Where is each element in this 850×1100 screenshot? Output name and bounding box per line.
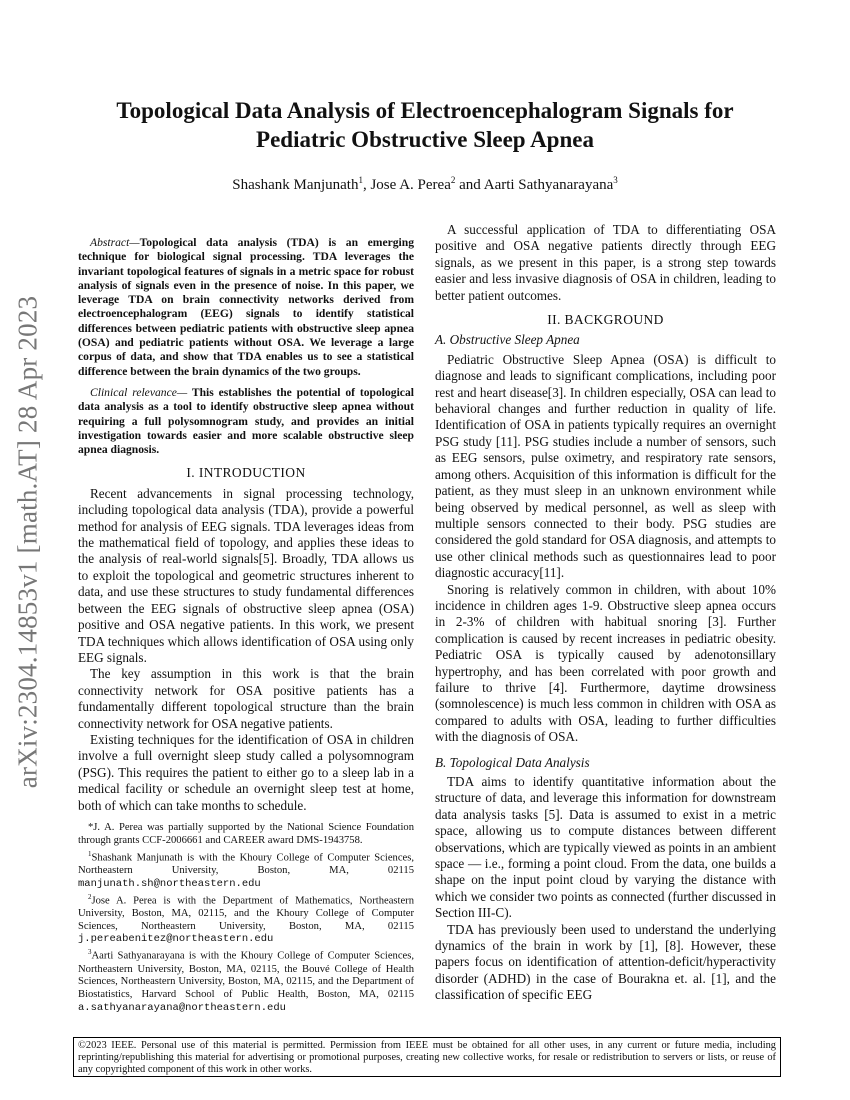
section-heading-introduction: I. INTRODUCTION xyxy=(186,465,306,481)
left-column xyxy=(78,236,414,1015)
email-link[interactable]: manjunath.sh@northeastern.edu xyxy=(78,877,261,890)
author-3: Aarti Sathyanarayana xyxy=(483,177,614,193)
abstract-text: Topological data analysis (TDA) is an emerging technique for biological signal processing. TDA leverages the invariant topological features of signals in a metric space for robust analysis of signals even in the presence of noise. In this paper, we leverage TDA on brain connectivity networks derived from electroencephalogram (EEG) signals to identify statistical differences between pediatric patients with obstructive sleep apnea (OSA) and pediatric patients without OSA. We leverage a large corpus of data, and show that TDA enables us to see a statistical difference between the brain dynamics of the two groups. xyxy=(78,236,414,378)
footnotes xyxy=(78,822,414,1015)
arxiv-id-text: arXiv:2304.14853v1 [math.AT] 28 Apr 2023 xyxy=(12,295,43,789)
email-link[interactable]: j.pereabenitez@northeastern.edu xyxy=(78,933,274,946)
intro-paragraph: Recent advancements in signal processing technology, including topological data analysis (TDA), provide a powerful method for analysis of EEG signals. TDA leverages ideas from the mathematical field of topology, and applies these ideas to the analysis of real-world signals[5]. Broadly, TDA allows us to exploit the topological and geometric structures inherent to data, and use these structures to study fundamental differences between the EEG signals of obstructive sleep apnea (OSA) positive and OSA negative patients. In this work, we present TDA techniques which allows identification of OSA using only EEG signals. xyxy=(78,485,414,665)
clinical-relevance-text: This establishes the potential of topological data analysis as a tool to identify obstructive sleep apnea without requiring a full polysomnogram study, and provides an initial investigation towards easier and more scalable obstructive sleep apnea diagnosis. xyxy=(78,385,414,457)
email-link[interactable]: a.sathyanarayana@northeastern.edu xyxy=(78,1001,286,1014)
arxiv-identifier xyxy=(8,262,48,822)
subsection-heading-osa: A. Obstructive Sleep Apnea xyxy=(435,332,580,348)
abstract xyxy=(78,236,414,379)
title-line-1: Topological Data Analysis of Electroencephalogram Signals for xyxy=(116,98,734,123)
footnote-marker: 2 xyxy=(88,892,92,901)
subsection-heading-tda: B. Topological Data Analysis xyxy=(435,754,590,770)
footnote-marker: 3 xyxy=(88,948,92,957)
background-paragraph: TDA has previously been used to understand the underlying dynamics of the brain in work by [1], [8]. However, these papers focus on identification of attention-deficit/hyperactivity disorder (ADHD) in the case of Bourakna et. al. [1], and the classification of specific EEG xyxy=(435,921,776,1003)
author-2: Jose A. Perea xyxy=(370,177,451,193)
abstract-block xyxy=(78,236,414,457)
footnote-text: Aarti Sathyanarayana is with the Khoury College of Computer Sciences, Northeastern University, Boston, MA, 02115, the Bouvé College of Health Sciences, Northeastern University, Boston, MA, 02115, and the Department of Biostatistics, Harvard School of Public Health, Boston, MA, 02115 xyxy=(78,950,414,1001)
author-1: Shashank Manjunath xyxy=(232,177,359,193)
footnote-author-1 xyxy=(78,848,414,891)
intro-paragraph: The key assumption in this work is that the brain connectivity network for OSA positive patients has a fundamentally different topological structure than the brain connectivity network for OSA negative patients. xyxy=(78,666,414,731)
author-2-affil: 2 xyxy=(450,175,456,185)
footnote-text: Jose A. Perea is with the Department of Mathematics, Northeastern University, Boston, MA, 02115, and the Khoury College of Computer Sciences, Northeastern University, Boston, MA, 02115 xyxy=(78,895,414,932)
footnote-marker: 1 xyxy=(88,849,92,858)
clinical-relevance-label: Clinical relevance— xyxy=(90,385,188,399)
abstract-label: Abstract— xyxy=(90,236,140,249)
footnote-funding: *J. A. Perea was partially supported by the National Science Foundation through grants CCF-2006661 and CAREER award DMS-1943758. xyxy=(78,821,414,846)
clinical-relevance xyxy=(78,386,414,457)
background-paragraph: Snoring is relatively common in children, with about 10% incidence in children ages 1-9. Obstructive sleep apnea occurs in 2-3% of children with habitual snoring [3]. Further complication is caused by recent increases in pediatric obesity. Pediatric OSA is typically caused by adenotonsillary hypertrophy, and has been correlated with poor growth and failure to thrive [4]. Furthermore, daytime drowsiness (somnolescence) is much less common in children with OSA as compared to adults with OSA, leading to further difficulties with the diagnosis of OSA. xyxy=(435,581,776,745)
continuation-paragraph: A successful application of TDA to differentiating OSA positive and OSA negative patients directly through EEG signals, as we present in this paper, is a strong step towards easier and less invasive diagnosis of OSA in children, leading to better patient outcomes. xyxy=(435,222,776,303)
author-1-affil: 1 xyxy=(358,175,363,185)
intro-paragraph: Existing techniques for the identification of OSA in children involve a full overnight sleep study called a polysomnogram (PSG). This requires the patient to either go to a sleep lab in a medical facility or schedule an overnight sleep test at home, both of which can take months to schedule. xyxy=(78,731,414,813)
copyright-notice: ©2023 IEEE. Personal use of this material is permitted. Permission from IEEE must be obtained for all other uses, in any current or future media, including reprinting/republishing this material for advertising or promotional purposes, creating new collective works, for resale or redistribution to servers or lists, or reuse of any copyrighted component of this work in other works. xyxy=(73,1037,781,1077)
background-paragraph: Pediatric Obstructive Sleep Apnea (OSA) is difficult to diagnose and leads to significant complications, including poor rest and heart disease[3]. In children especially, OSA can lead to behavioral changes and further reduction in quality of life. Identification of OSA in patients typically requires an overnight PSG study [11]. PSG studies include a number of sensors, such as EEG sensors, pulse oximetry, and respiratory rate sensors, among others. Acquisition of this information is difficult for the patient, as they must sleep in an unknown environment while being observed by medical personnel, as well as sleep with multiple sensors connected to their body. PSG studies are considered the gold standard for OSA diagnosis, and attempts to use other clinical methods such as questionnaires lead to poor diagnostic accuracy[11]. xyxy=(435,351,776,581)
section-heading-background: II. BACKGROUND xyxy=(547,312,664,328)
footnote-text: Shashank Manjunath is with the Khoury College of Computer Sciences, Northeastern University, Boston, MA, 02115 xyxy=(78,852,414,876)
paper-title xyxy=(60,96,790,154)
author-3-affil: 3 xyxy=(613,175,618,185)
title-line-2: Pediatric Obstructive Sleep Apnea xyxy=(256,127,594,152)
footnote-author-3 xyxy=(78,946,414,1015)
right-column xyxy=(435,222,776,1004)
background-paragraph: TDA aims to identify quantitative information about the structure of data, and leverage this information for downstream data analysis tasks [5]. Data is assumed to exist in a metric space, allowing us to compute distances between different observations, which are typically viewed as points in an ambient space — i.e., forming a point cloud. From the data, one builds a shape on the input point cloud by varying the distance with which we consider two points as connected (further discussed in Section III-C). xyxy=(435,774,776,921)
author-list: Shashank Manjunath$^1$, Jose A. Perea$^2$ and Aarti Sathyanarayana$^3$ xyxy=(232,175,618,193)
author-conjunction: and xyxy=(459,177,481,193)
footnote-author-2 xyxy=(78,891,414,947)
